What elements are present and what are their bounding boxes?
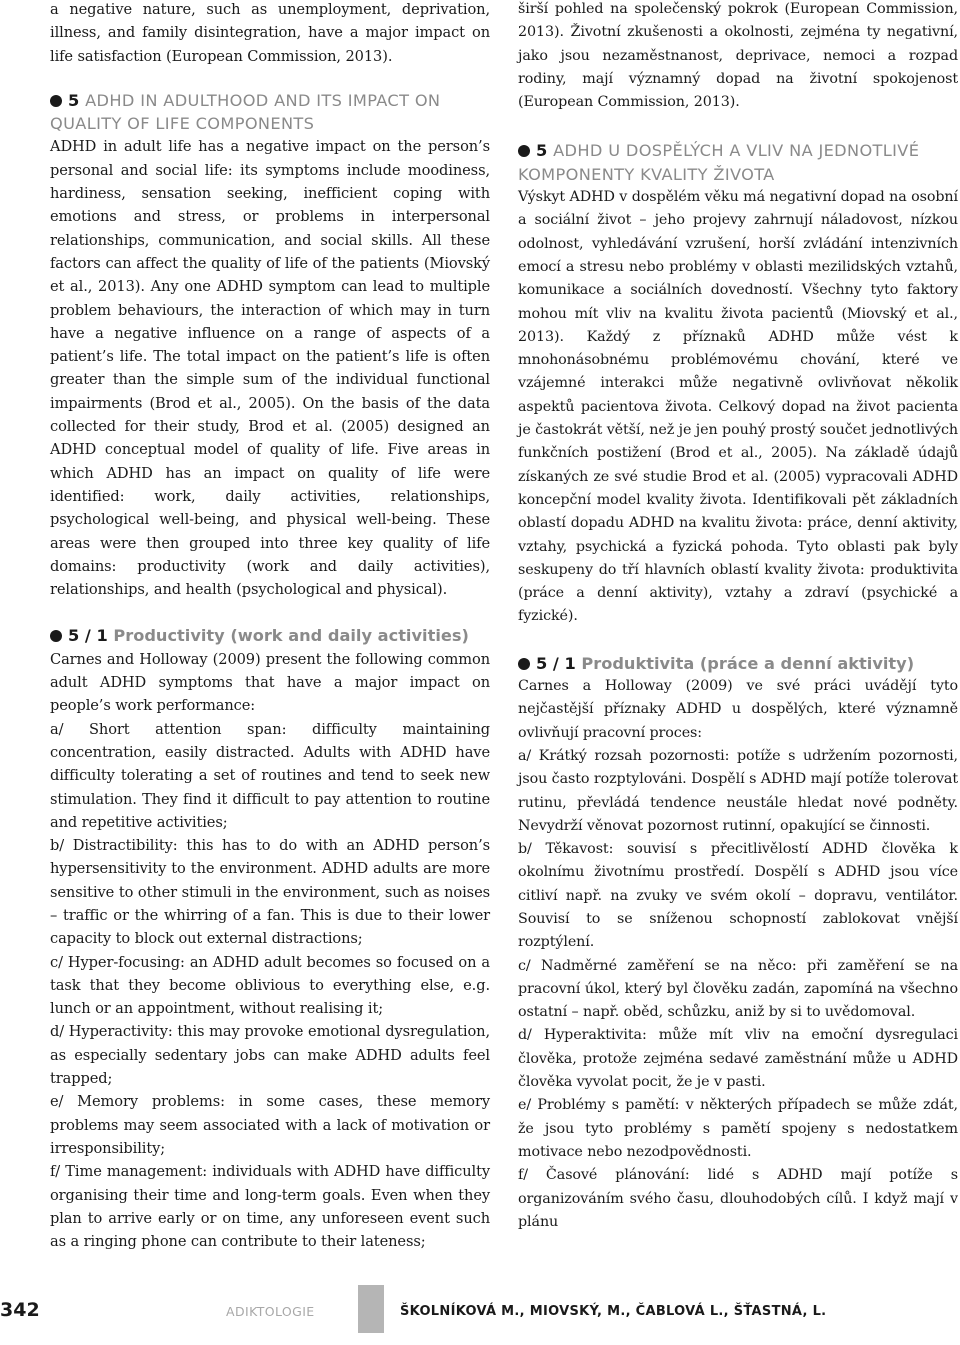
section-5-heading-block: [50, 89, 490, 136]
list-item-a: a/ Short attention span: difficulty maintaining concentration, easily distracted. Adults with ADHD have difficulty tolerating a set of routines and tend to seek new stimulation. They find it difficult to pay attention to routine and repetitive activities;: [50, 720, 490, 831]
page-number: 342: [0, 1299, 40, 1321]
subsection-heading: [518, 652, 958, 675]
section-number: 5: [536, 141, 548, 161]
list-item-e: e/ Problémy s pamětí: v některých případech se může zdát, že jsou tyto problémy s pamětí spojeny s nedostatkem motivace nebo nezodpovědnosti.: [518, 1097, 958, 1160]
intro-paragraph: a negative nature, such as unemployment, deprivation, illness, and family disintegration, have a major impact on life satisfaction (European Commission, 2013).: [50, 1, 490, 65]
section-paragraph: ADHD in adult life has a negative impact on the person’s personal and social life: its symptoms include moodiness, hardiness, sensation seeking, inefficient coping with emotions and stress, or problems in interpersonal relationships, communication, and social skills. All these factors can affect the quality of life of the patients (Miovský et al., 2013). Any one ADHD symptom can lead to multiple problem behaviours, the interaction of which may in turn have a negative influence on a range of aspects of a patient’s life. The total impact on the patient’s life is often greater than the simple sum of the individual functional impairments (Brod et al., 2005). On the basis of the data collected for their study, Brod et al. (2005) designed an ADHD conceptual model of quality of life. Five areas in which ADHD has an impact on quality of life were identified: work, daily activities, relationships, psychological well-being, and physical well-being. These areas were then grouped into three key quality of life domains: productivity (work and daily activities), relationships, and health (psychological and physical).: [50, 138, 490, 599]
subsection-paragraph: Carnes a Holloway (2009) ve své práci uvádějí tyto nejčastější příznaky ADHD u dospělých, které významně ovlivňují pracovní proces:: [518, 678, 958, 741]
section-heading: [518, 139, 958, 186]
footer-divider-bar: [358, 1285, 384, 1333]
footer-authors: ŠKOLNÍKOVÁ M., MIOVSKÝ, M., ČABLOVÁ L., ŠŤASTNÁ, L.: [400, 1304, 827, 1319]
subsection-paragraph: Carnes and Holloway (2009) present the following common adult ADHD symptoms that have a major impact on people’s work performance:: [50, 650, 490, 715]
list-item-b: b/ Distractibility: this has to do with an ADHD person’s hypersensitivity to the environment. ADHD adults are more sensitive to other stimuli in the environment, such as noises – traffic or the whirring of a fan. This is due to their lower capacity to block out external distractions;: [50, 837, 490, 948]
bullet-dot-icon: [518, 658, 530, 670]
section-paragraph: Výskyt ADHD v dospělém věku má negativní dopad na osobní a sociální život – jeho projevy zahrnují náladovost, nízkou odolnost, vyhledávání vzrušení, horší zvládání intenzivních emocí a stresu nebo problémy v oblasti mezilidských vztahů, komunikace a sociálních dovedností. Všechny tyto faktory mohou mít vliv na kvalitu života pacientů (Miovský et al., 2013). Každý z příznaků ADHD může vést k mnohonásobnému problémovému chování, které ve vzájemné interakci může negativně ovlivňovat několik aspektů pacientova života. Celkový dopad na život pacienta je častokrát větší, než je jen pouhý prostý součet jednotlivých funkčních postižení (Brod et al., 2005). Na základě údajů získaných ze své studie Brod et al. (2005) vypracovali ADHD koncepční model kvality života. Identifikovali pět základních oblastí dopadu ADHD na kvalitu života: práce, denní aktivity, vztahy, psychická a fyzická pohoda. Tyto oblasti pak byly seskupeny do tří hlavních oblastí kvality života: produktivita (práce a denní aktivity), vztahy a zdraví (psychické a fyzické).: [518, 189, 958, 625]
section-title: ADHD U DOSPĚLÝCH A VLIV NA JEDNOTLIVÉ KOMPONENTY KVALITY ŽIVOTA: [518, 141, 920, 184]
list-item-b: b/ Těkavost: souvisí s přecitlivělostí ADHD člověka k okolnímu životnímu prostředí. Dospělí s ADHD jsou více citliví např. na zvuky ve svém okolí – dopravu, ventilátor. Souvisí to se sníženou schopností zablokovat vnější rozptýlení.: [518, 841, 958, 951]
subsection-number: 5 / 1: [536, 653, 576, 673]
czech-column: [518, 0, 958, 1234]
english-column: [50, 0, 490, 1253]
list-item-e: e/ Memory problems: in some cases, these memory problems may seem associated with a lack of motivation or irresponsibility;: [50, 1093, 490, 1157]
list-item-c: c/ Hyper-focusing: an ADHD adult becomes so focused on a task that they become oblivious to everything else, e.g. lunch or an appointment, without realising it;: [50, 953, 490, 1018]
subsection-heading: [50, 624, 490, 647]
section-5-heading-block: [518, 139, 958, 186]
subsection-5-1-heading-block: [518, 652, 958, 675]
bullet-dot-icon: [50, 630, 62, 642]
section-number: 5: [68, 90, 80, 110]
subsection-title: Produktivita (práce a denní aktivity): [581, 653, 915, 673]
subsection-5-1-heading-block: [50, 624, 490, 647]
list-item-f: f/ Time management: individuals with ADHD have difficulty organising their time and long-term goals. Even when they plan to arrive early or on time, any unforeseen event such as a ringing phone can contribute to their lateness;: [50, 1163, 490, 1251]
list-item-a: a/ Krátký rozsah pozornosti: potíže s udržením pozornosti, jsou často rozptylováni. Dospělí s ADHD mají potíže tolerovat rutinu, převládá tendence neustále hledat nové podněty. Nevydrží věnovat pozornost rutinní, opakující se činnosti.: [518, 747, 958, 834]
journal-name: ADIKTOLOGIE: [226, 1304, 315, 1319]
list-item-d: d/ Hyperaktivita: může mít vliv na emoční dysregulaci člověka, protože zejména sedavé zaměstnání může u ADHD člověka vyvolat pocit, že je v pasti.: [518, 1027, 958, 1091]
list-item-f: f/ Časové plánování: lidé s ADHD mají potíže s organizováním svého času, dlouhodobých cílů. I když mají v plánu: [518, 1167, 958, 1230]
list-item-d: d/ Hyperactivity: this may provoke emotional dysregulation, as especially sedentary jobs can make ADHD adults feel trapped;: [50, 1023, 490, 1088]
list-item-c: c/ Nadměrné zaměření se na něco: při zaměření se na pracovní úkol, který byl člověku zadán, zapomíná na všechno ostatní – např. oběd, schůzku, aniž by si to uvědomoval.: [518, 957, 958, 1021]
subsection-title: Productivity (work and daily activities): [113, 626, 469, 646]
page-footer: [0, 1285, 960, 1335]
bullet-dot-icon: [50, 95, 62, 107]
section-heading: [50, 89, 490, 136]
intro-paragraph: širší pohled na společenský pokrok (European Commission, 2013). Životní zkušenosti a okolnosti, zejména ty negativní, jako jsou nezaměstnanost, deprivace, nemoci a rozpad rodiny, mají významný dopad na životní spokojenost (European Commission, 2013).: [518, 1, 958, 111]
section-title: ADHD IN ADULTHOOD AND ITS IMPACT ON QUALITY OF LIFE COMPONENTS: [50, 90, 441, 134]
subsection-number: 5 / 1: [68, 626, 108, 646]
bullet-dot-icon: [518, 145, 530, 157]
